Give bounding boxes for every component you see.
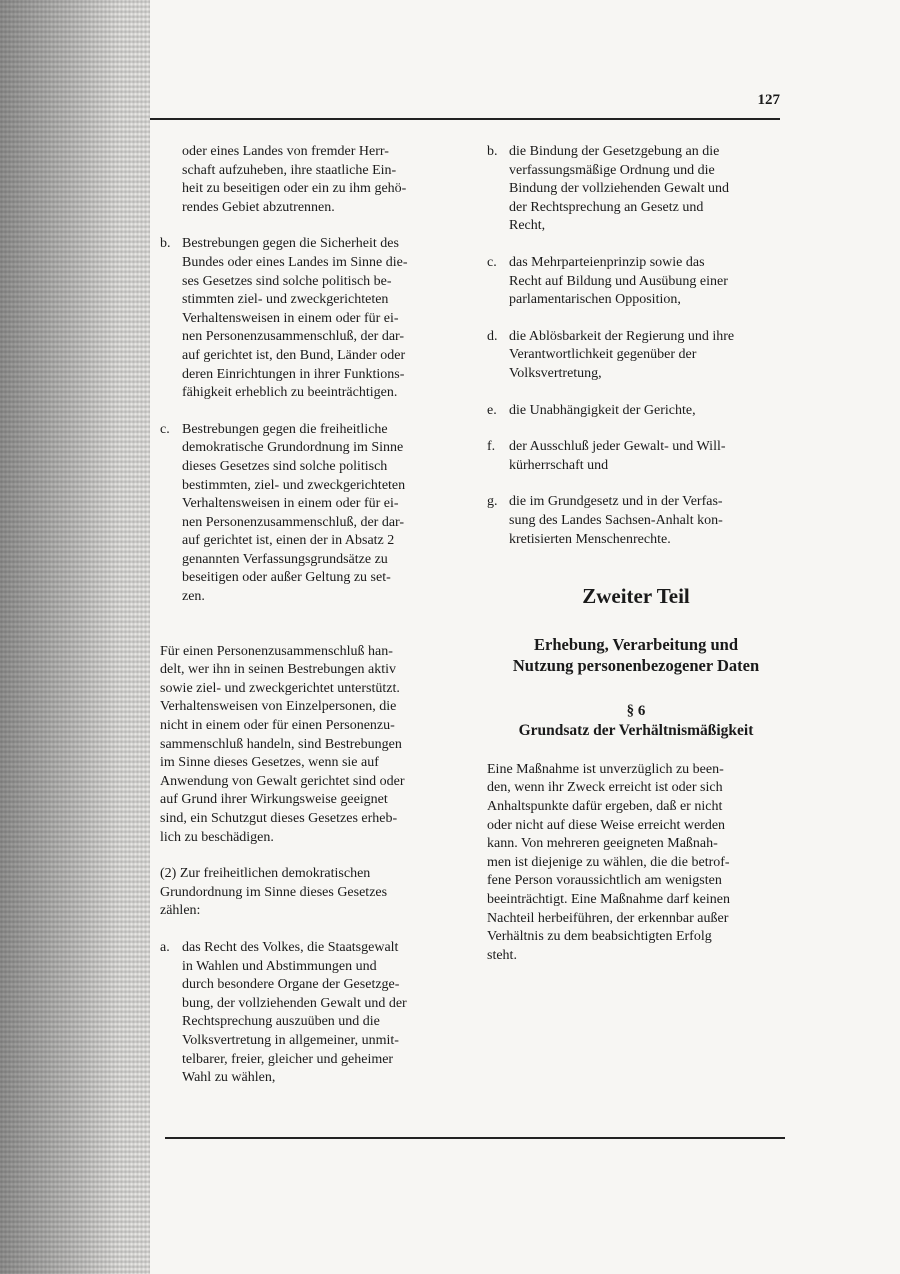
bottom-rule <box>165 1137 785 1139</box>
text-line: Verhältnis zu dem beabsichtigten Erfolg <box>487 929 712 945</box>
list-item-text <box>509 254 785 310</box>
list-item-f <box>487 438 785 475</box>
list-item-text <box>182 939 452 1088</box>
text-line: auf gerichtet ist, den Bund, Länder oder <box>182 347 406 363</box>
section-title-line: Erhebung, Verarbeitung und <box>533 634 739 654</box>
paragraph-number: § 6 <box>626 702 646 719</box>
text-line: heit zu beseitigen oder ein zu ihm gehö- <box>182 181 407 197</box>
text-line: Volksvertretung in allgemeiner, unmit- <box>182 1032 399 1048</box>
left-column <box>160 143 452 1088</box>
list-item-c <box>487 254 785 310</box>
text-line: durch besondere Organe der Gesetzge- <box>182 977 400 993</box>
text-line: verfassungsmäßige Ordnung und die <box>509 162 715 178</box>
list-item-b <box>160 235 452 402</box>
text-line: lich zu beschädigen. <box>160 829 274 845</box>
text-line: Recht, <box>509 218 546 234</box>
text-line: kann. Von mehreren geeigneten Maßnah- <box>487 836 718 852</box>
text-line: auf gerichtet ist, einen der in Absatz 2 <box>182 533 395 549</box>
text-line: kretisierten Menschenrechte. <box>509 531 671 547</box>
text-line: oder nicht auf diese Weise erreicht werden <box>487 817 726 833</box>
text-line: das Recht des Volkes, die Staatsgewalt <box>182 939 399 955</box>
text-line: die Ablösbarkeit der Regierung und ihre <box>509 328 735 344</box>
text-line: delt, wer ihn in seinen Bestrebungen aktiv <box>160 662 396 678</box>
paragraph-2 <box>160 865 452 921</box>
scan-shadow-edge <box>0 0 150 1274</box>
text-line: Verhaltensweisen in einem oder für ei- <box>182 496 399 512</box>
text-line: kürherrschaft und <box>509 457 609 473</box>
text-line: Grundordnung im Sinne dieses Gesetzes <box>160 884 388 900</box>
intro-text <box>160 143 452 217</box>
list-marker: e. <box>487 402 497 418</box>
text-line: schaft aufzuheben, ihre staatliche Ein- <box>182 162 397 178</box>
text-line: Verhaltensweisen von Einzelpersonen, die <box>160 699 397 715</box>
part-title: Zweiter Teil <box>582 584 690 609</box>
text-line: Bindung der vollziehenden Gewalt und <box>509 181 730 197</box>
list-marker: g. <box>487 494 498 510</box>
text-line: Für einen Personenzusammenschluß han- <box>160 643 393 659</box>
text-line: bestimmten, ziel- und zweckgerichteten <box>182 477 406 493</box>
text-line: Anhaltspunkte dafür ergeben, daß er nicht <box>487 799 723 815</box>
text-line: nen Personenzusammenschluß, der dar- <box>182 329 405 345</box>
text-line: im Sinne dieses Gesetzes, wenn sie auf <box>160 755 379 771</box>
text-line: beseitigen oder außer Geltung zu set- <box>182 570 391 586</box>
text-line: Bundes oder eines Landes im Sinne die- <box>182 254 408 270</box>
text-line: (2) Zur freiheitlichen demokratischen <box>160 866 371 882</box>
text-line: sowie ziel- und zweckgerichtet unterstützt. <box>160 680 400 696</box>
text-line: Recht auf Bildung und Ausübung einer <box>509 273 728 289</box>
list-item-text <box>509 328 785 384</box>
text-line: Rechtsprechung auszuüben und die <box>182 1014 380 1030</box>
list-marker: b. <box>160 236 171 252</box>
text-line: die Unabhängigkeit der Gerichte, <box>509 402 696 418</box>
text-line: rendes Gebiet abzutrennen. <box>182 199 335 215</box>
text-line: Volksvertretung, <box>509 365 602 381</box>
text-line: parlamentarischen Opposition, <box>509 292 681 308</box>
text-line: Bestrebungen gegen die Sicherheit des <box>182 236 399 252</box>
text-line: in Wahlen und Abstimmungen und <box>182 958 377 974</box>
text-line: Eine Maßnahme ist unverzüglich zu been- <box>487 761 724 777</box>
page-number: 127 <box>757 92 780 108</box>
list-item-c <box>160 421 452 607</box>
text-line: der Rechtsprechung an Gesetz und <box>509 199 704 215</box>
text-line: das Mehrparteienprinzip sowie das <box>509 254 705 270</box>
text-line: oder eines Landes von fremder Herr- <box>182 144 389 159</box>
text-line: nen Personenzusammenschluß, der dar- <box>182 514 405 530</box>
list-item-text <box>182 235 452 402</box>
text-line: den, wenn ihr Zweck erreicht ist oder sich <box>487 780 723 796</box>
list-item-text <box>509 402 785 421</box>
text-line: ses Gesetzes sind solche politisch be- <box>182 273 392 289</box>
text-line: demokratische Grundordnung im Sinne <box>182 440 404 456</box>
text-line: Wahl zu wählen, <box>182 1070 276 1086</box>
text-line: genannten Verfassungsgrundsätze zu <box>182 551 388 567</box>
text-line: zählen: <box>160 903 201 919</box>
list-item-text <box>509 143 785 236</box>
text-line: Verantwortlichkeit gegenüber der <box>509 347 697 363</box>
text-line: auf Grund ihrer Wirkungsweise geeignet <box>160 792 388 808</box>
text-line: sammenschluß handeln, sind Bestrebungen <box>160 736 402 752</box>
text-line: die Bindung der Gesetzgebung an die <box>509 144 720 159</box>
text-line: Nachteil herbeiführen, der erkennbar außer <box>487 910 729 926</box>
list-marker: b. <box>487 144 498 159</box>
text-line: Verhaltensweisen in einem oder für ei- <box>182 310 399 326</box>
list-marker: c. <box>160 421 170 437</box>
list-item-g <box>487 493 785 549</box>
text-line: die im Grundgesetz und in der Verfas- <box>509 494 723 510</box>
text-line: fene Person voraussichtlich am wenigsten <box>487 873 722 889</box>
text-line: Anwendung von Gewalt gerichtet sind oder <box>160 773 405 789</box>
text-line: steht. <box>487 947 517 963</box>
list-marker: d. <box>487 328 498 344</box>
text-line: stimmten ziel- und zweckgerichteten <box>182 292 389 308</box>
text-line: beeinträchtigt. Eine Maßnahme darf keinen <box>487 892 730 908</box>
section-title-line: Nutzung personenbezogener Daten <box>512 655 760 675</box>
text-line: sung des Landes Sachsen-Anhalt kon- <box>509 512 723 528</box>
section-title <box>487 634 785 676</box>
paragraph-title: Grundsatz der Verhältnismäßigkeit <box>518 722 754 740</box>
text-line: bung, der vollziehenden Gewalt und der <box>182 995 407 1011</box>
top-rule <box>150 118 780 120</box>
text-line: der Ausschluß jeder Gewalt- und Will- <box>509 439 726 455</box>
list-item-text <box>182 421 452 607</box>
text-line: fähigkeit erheblich zu beeinträchtigen. <box>182 385 398 401</box>
right-column <box>487 143 785 965</box>
paragraph-definition <box>160 643 452 848</box>
list-item-e <box>487 402 785 421</box>
list-marker: a. <box>160 939 170 955</box>
text-line: deren Einrichtungen in ihrer Funktions- <box>182 366 405 382</box>
list-item-text <box>509 493 785 549</box>
list-item-text <box>509 438 785 475</box>
paragraph-body <box>487 761 785 966</box>
text-line: dieses Gesetzes sind solche politisch <box>182 458 388 474</box>
list-marker: f. <box>487 439 496 455</box>
list-item-a <box>160 939 452 1088</box>
text-line: nicht in einem oder für einen Personenzu- <box>160 718 395 734</box>
text-line: telbarer, freier, gleicher und geheimer <box>182 1051 394 1067</box>
text-line: sind, ein Schutzgut dieses Gesetzes erheb- <box>160 811 398 826</box>
list-marker: c. <box>487 254 497 270</box>
text-line: Bestrebungen gegen die freiheitliche <box>182 421 388 437</box>
text-line: zen. <box>182 589 205 605</box>
list-item-d <box>487 328 785 384</box>
list-item-b <box>487 143 785 236</box>
text-line: men ist diejenige zu wählen, die die betrof- <box>487 854 730 870</box>
